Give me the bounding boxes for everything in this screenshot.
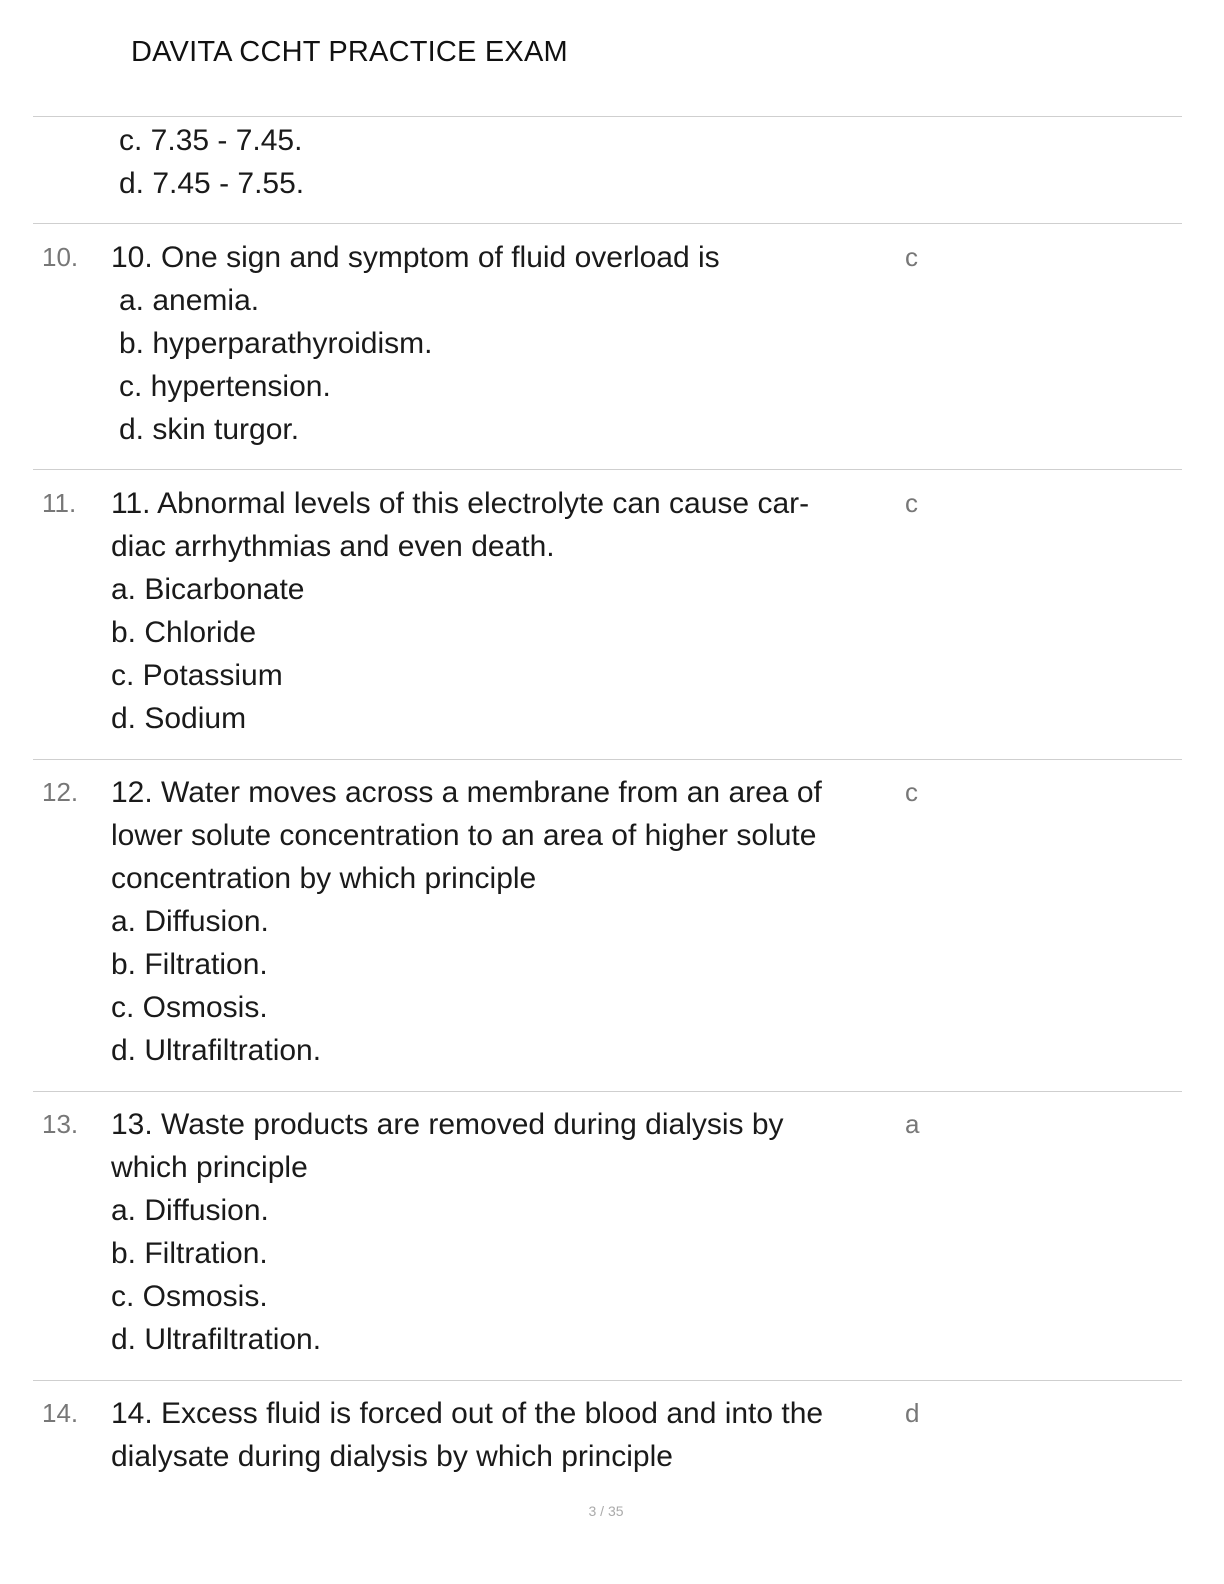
question-line: dialysate during dialysis by which principle <box>111 1440 673 1473</box>
option-c: c. Osmosis. <box>111 991 268 1024</box>
question-line: 14. Excess fluid is forced out of the blood and into the <box>111 1397 824 1430</box>
question-line: diac arrhythmias and even death. <box>111 530 555 563</box>
option-d: d. 7.45 - 7.55. <box>119 167 305 200</box>
option-d: d. Sodium <box>111 702 247 735</box>
divider <box>33 1380 1182 1381</box>
question-number: 11. <box>42 488 77 518</box>
divider <box>33 1091 1182 1092</box>
answer-key: c <box>905 488 918 518</box>
carryover-options <box>111 119 911 205</box>
option-b: b. hyperparathyroidism. <box>119 327 433 360</box>
option-d: d. Ultrafiltration. <box>111 1034 322 1067</box>
option-c: c. hypertension. <box>119 370 331 403</box>
option-b: b. Chloride <box>111 616 257 649</box>
question-text <box>111 236 911 451</box>
option-a: a. anemia. <box>119 284 260 317</box>
option-c: c. Potassium <box>111 659 283 692</box>
option-b: b. Filtration. <box>111 1237 268 1270</box>
answer-key: a <box>905 1109 920 1139</box>
divider <box>33 469 1182 470</box>
answer-key: c <box>905 242 918 272</box>
divider <box>33 116 1182 117</box>
option-a: a. Diffusion. <box>111 905 269 938</box>
divider <box>33 759 1182 760</box>
question-line: 12. Water moves across a membrane from an area of <box>111 776 822 809</box>
option-d: d. skin turgor. <box>119 413 300 446</box>
option-a: a. Bicarbonate <box>111 573 305 606</box>
question-line: 11. Abnormal levels of this electrolyte can cause car- <box>111 487 810 520</box>
question-line: 13. Waste products are removed during dialysis by <box>111 1108 784 1141</box>
option-c: c. 7.35 - 7.45. <box>119 124 303 157</box>
question-line: which principle <box>111 1151 308 1184</box>
option-a: a. Diffusion. <box>111 1194 269 1227</box>
answer-key: c <box>905 777 918 807</box>
question-line: lower solute concentration to an area of higher solute <box>111 819 817 852</box>
option-b: b. Filtration. <box>111 948 268 981</box>
question-text <box>111 1103 911 1361</box>
question-number: 10. <box>42 242 79 272</box>
option-d: d. Ultrafiltration. <box>111 1323 322 1356</box>
answer-key: d <box>905 1398 920 1428</box>
divider <box>33 223 1182 224</box>
question-number: 14. <box>42 1398 79 1428</box>
question-number: 12. <box>42 777 79 807</box>
question-text <box>111 1392 911 1478</box>
question-line: 10. One sign and symptom of fluid overload is <box>111 241 720 274</box>
question-number: 13. <box>42 1109 79 1139</box>
page-title: DAVITA CCHT PRACTICE EXAM <box>131 36 568 68</box>
question-line: concentration by which principle <box>111 862 537 895</box>
question-text <box>111 482 911 740</box>
option-c: c. Osmosis. <box>111 1280 268 1313</box>
question-text <box>111 771 911 1072</box>
page-number: 3 / 35 <box>588 1503 624 1519</box>
